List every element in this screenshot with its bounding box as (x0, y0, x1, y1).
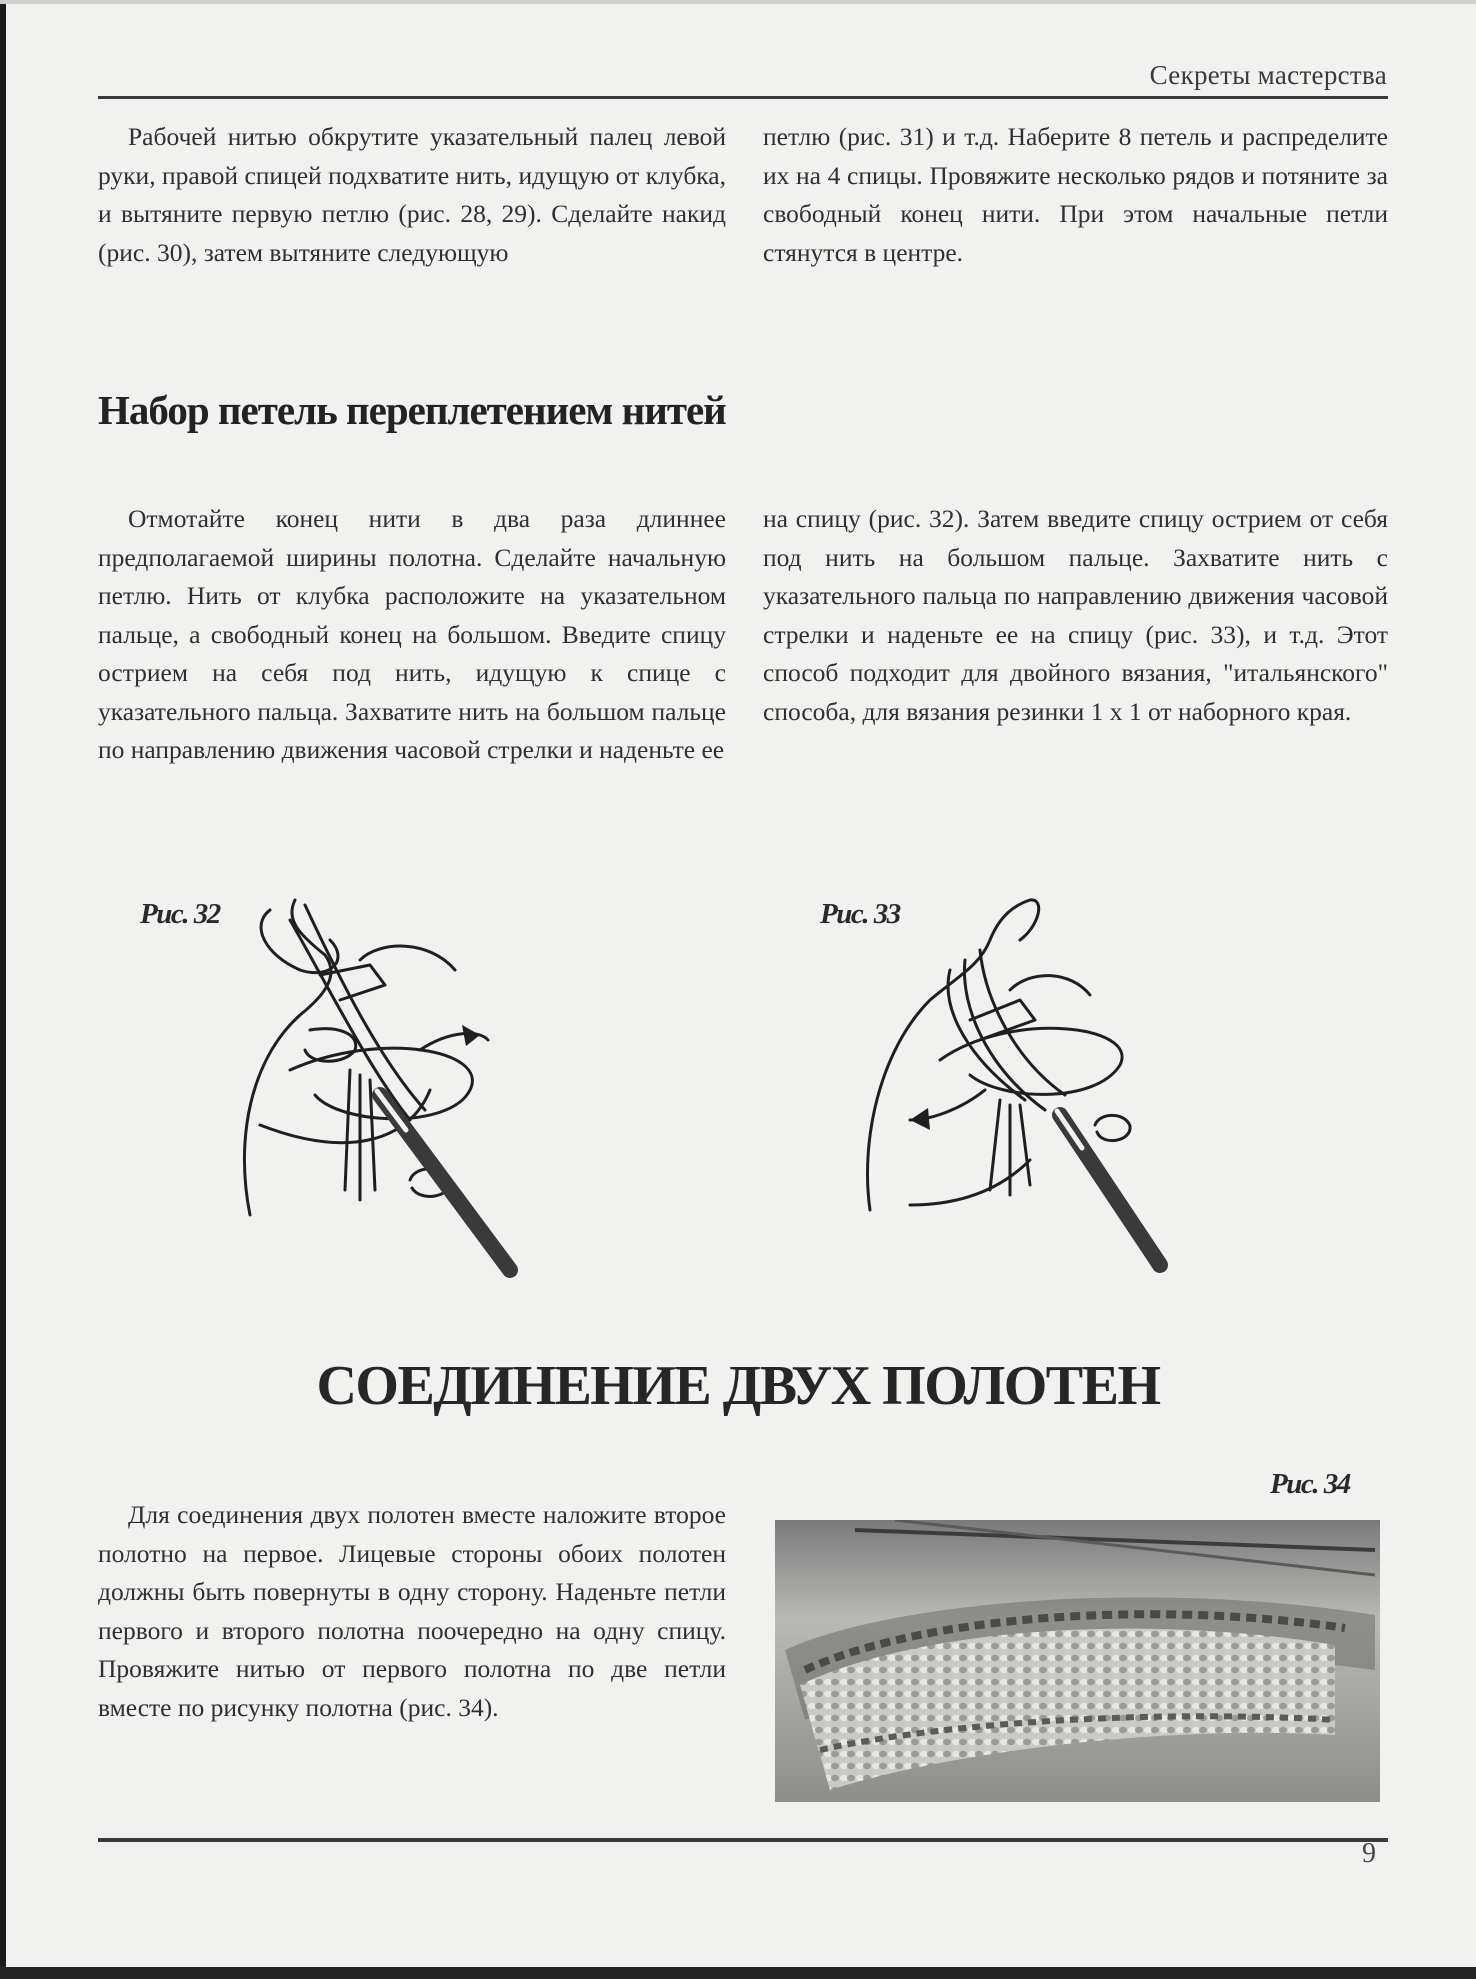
page-top-edge (0, 0, 1476, 4)
section1-right-column: на спицу (рис. 32). Затем введите спицу острием от себя под нить на большом пальце. Захватите нить с указательного пальца по направлению движения часовой стрелки и наденьте ее на спицу (рис. 33), и т.д. Этот способ подходит для двойного вязания, "итальянского" способа, для вязания резинки 1 х 1 от наборного края. (763, 504, 1388, 726)
section-title-joining: СОЕДИНЕНИЕ ДВУХ ПОЛОТЕН (316, 1355, 1160, 1417)
section1-left-column: Отмотайте конец нити в два раза длиннее предполагаемой ширины полотна. Сделайте начальную петлю. Нить от клубка расположите на указательном пальце, а свободный конец на большом. Введите спицу острием на себя под нить, идущую к спице с указательного пальца. Захватите нить на большом пальце по направлению движения часовой стрелки и наденьте ее (98, 504, 726, 764)
header-rule (98, 96, 1388, 99)
intro-left-column: Рабочей нитью обкрутите указательный палец левой руки, правой спицей подхватите нить, идущую от клубка, и вытяните первую петлю (рис. 28, 29). Сделайте накид (рис. 30), затем вытяните следующую (98, 122, 726, 267)
fig34-knitted-fabric-photo (775, 1520, 1380, 1802)
section2-column: Для соединения двух полотен вместе наложите второе полотно на первое. Лицевые стороны обоих полотен должны быть повернуты в одну сторону. Наденьте петли первого и второго полотна поочередно на одну спицу. Провяжите нитью от первого полотна по две петли вместе по рисунку полотна (рис. 34). (98, 1500, 726, 1722)
fig32-knitting-illustration (230, 880, 630, 1280)
section-title-cast-on: Набор петель переплетением нитей (98, 387, 726, 433)
page-binding-edge (0, 0, 6, 1979)
intro-right-column: петлю (рис. 31) и т.д. Наберите 8 петель и распределите их на 4 спицы. Провяжите несколько рядов и потяните за свободный конец нити. При этом начальные петли стянутся в центре. (763, 122, 1388, 267)
fig32-label: Рис. 32 (140, 898, 220, 930)
page-number: 9 (1362, 1838, 1376, 1869)
fig32-hand-outline (244, 955, 331, 1215)
fig33-label: Рис. 33 (820, 898, 900, 930)
running-header: Секреты мастерства (1149, 60, 1387, 90)
footer-rule (98, 1838, 1388, 1842)
fig34-label: Рис. 34 (1270, 1468, 1350, 1500)
fig33-knitting-illustration (850, 880, 1300, 1280)
page-bottom-edge (0, 1967, 1476, 1979)
